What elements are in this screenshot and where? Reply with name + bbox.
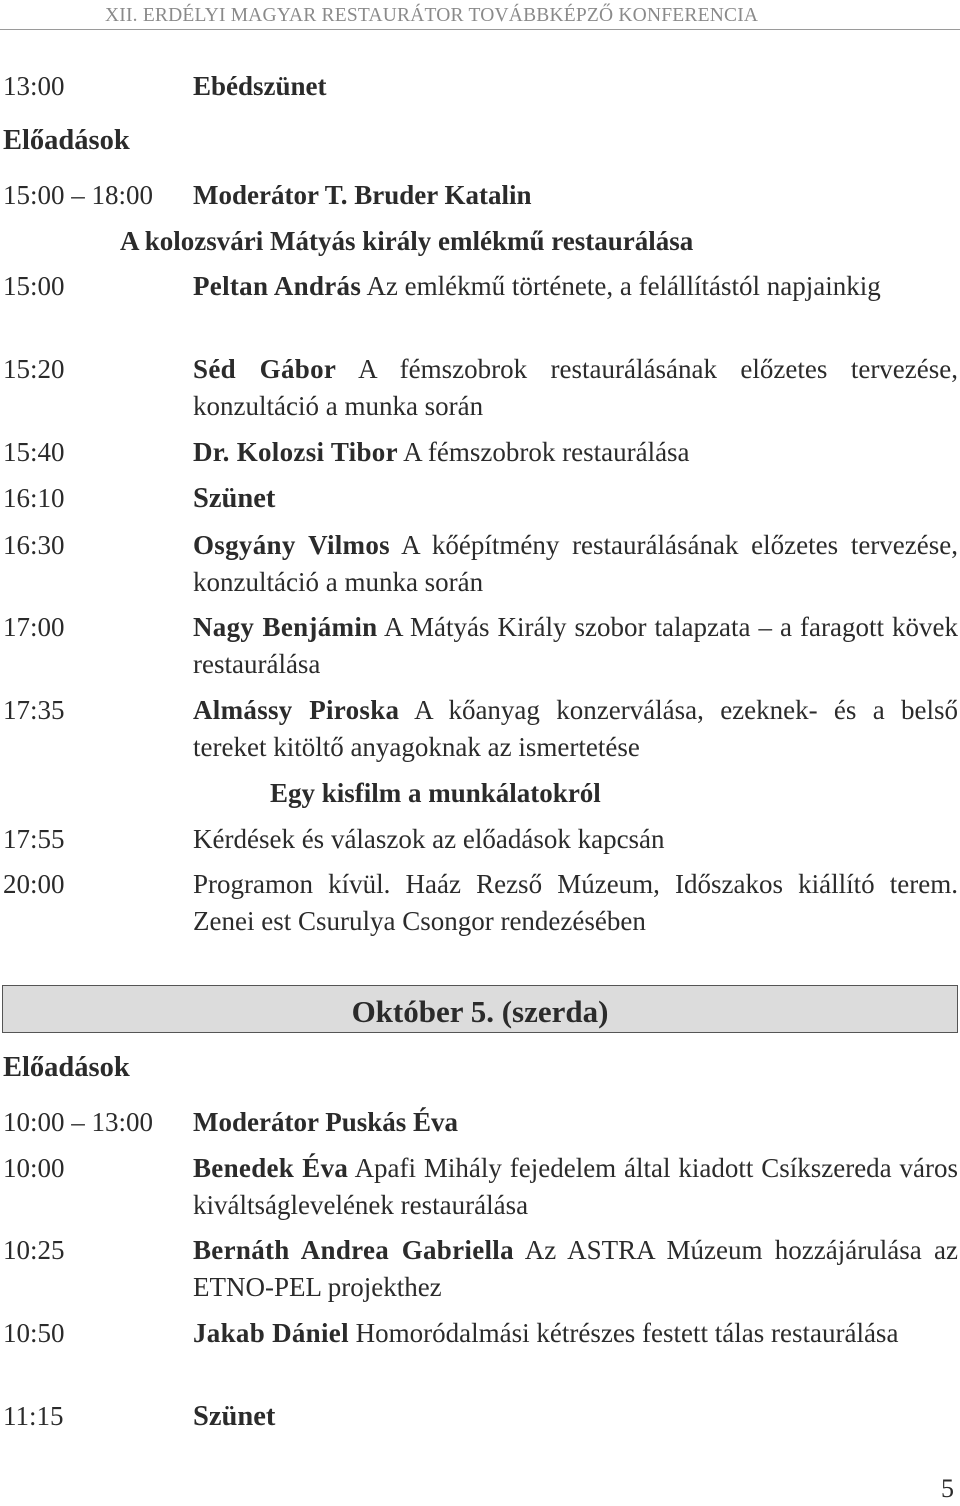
lunch-label: Ebédszünet bbox=[193, 71, 327, 101]
speaker-name: Osgyány Vilmos bbox=[193, 530, 390, 560]
speaker-name: Almássy Piroska bbox=[193, 695, 400, 725]
talk-entry bbox=[193, 351, 958, 425]
section-label: Előadások bbox=[3, 125, 130, 156]
section-label: Előadások bbox=[3, 1052, 130, 1083]
speaker-name: Nagy Benjámin bbox=[193, 612, 378, 642]
talk-entry bbox=[193, 609, 958, 683]
day-header-label: Október 5. (szerda) bbox=[351, 994, 609, 1029]
running-header-text: XII. ERDÉLYI MAGYAR RESTAURÁTOR TOVÁBBKÉPZŐ KONFERENCIA bbox=[105, 5, 759, 26]
running-header bbox=[0, 0, 960, 30]
talk-entry bbox=[193, 434, 958, 471]
moderator-text: Moderátor Puskás Éva bbox=[193, 1107, 459, 1137]
page-number: 5 bbox=[941, 1474, 954, 1503]
break-label: Szünet bbox=[193, 483, 276, 514]
talk-title: A kőanyag konzerválása, ezeknek- és a belső tereket kitöltő anyagoknak az ismertetése bbox=[193, 695, 958, 762]
time-label: 13:00 bbox=[3, 71, 65, 101]
talk-entry bbox=[193, 1315, 958, 1352]
time-label: 10:00 – 13:00 bbox=[3, 1107, 154, 1137]
speaker-name: Dr. Kolozsi Tibor bbox=[193, 437, 398, 467]
time-label: 16:10 bbox=[3, 483, 65, 513]
talk-entry bbox=[193, 692, 958, 766]
talk-title: Az emlékmű története, a felállítástól napjainkig bbox=[366, 271, 881, 301]
speaker-name: Peltan András bbox=[193, 271, 362, 301]
evening-text: Programon kívül. Haáz Rezső Múzeum, Időszakos kiállító terem. Zenei est Csurulya Csongor rendezésében bbox=[193, 869, 958, 936]
talk-title: Apafi Mihály fejedelem által kiadott Csíkszereda város kiváltságlevelének restaurálása bbox=[193, 1153, 959, 1220]
talk-title: Az ASTRA Múzeum hozzájárulása az ETNO-PEL projekthez bbox=[193, 1235, 958, 1302]
time-label: 17:55 bbox=[3, 824, 65, 854]
talk-entry bbox=[193, 1150, 958, 1224]
time-label: 11:15 bbox=[3, 1401, 64, 1431]
break-label: Szünet bbox=[193, 1401, 276, 1432]
time-label: 15:40 bbox=[3, 437, 65, 467]
day-header-bar bbox=[2, 985, 958, 1033]
time-label: 17:00 bbox=[3, 612, 65, 642]
speaker-name: Séd Gábor bbox=[193, 354, 337, 384]
moderator-text: Moderátor T. Bruder Katalin bbox=[193, 180, 532, 210]
time-label: 10:25 bbox=[3, 1235, 65, 1265]
talk-title: A fémszobrok restaurálásának előzetes tervezése, konzultáció a munka során bbox=[193, 354, 959, 421]
time-label: 15:00 bbox=[3, 271, 65, 301]
time-label: 10:50 bbox=[3, 1318, 65, 1348]
time-label: 15:20 bbox=[3, 354, 65, 384]
speaker-name: Jakab Dániel bbox=[193, 1318, 349, 1348]
talk-entry bbox=[193, 268, 958, 305]
time-label: 16:30 bbox=[3, 530, 65, 560]
time-label: 17:35 bbox=[3, 695, 65, 725]
time-label: 15:00 – 18:00 bbox=[3, 180, 154, 210]
talk-entry bbox=[193, 527, 958, 601]
time-label: 20:00 bbox=[3, 869, 65, 899]
talk-entry bbox=[193, 1232, 958, 1306]
qa-text: Kérdések és válaszok az előadások kapcsán bbox=[193, 824, 665, 854]
talk-title: A Mátyás Király szobor talapzata – a faragott kövek restaurálása bbox=[193, 612, 958, 679]
speaker-name: Benedek Éva bbox=[193, 1153, 349, 1183]
block-title: A kolozsvári Mátyás király emlékmű restaurálása bbox=[120, 226, 694, 256]
talk-title: A kőépítmény restaurálásának előzetes tervezése, konzultáció a munka során bbox=[193, 530, 958, 597]
talk-title: A fémszobrok restaurálása bbox=[403, 437, 690, 467]
speaker-name: Bernáth Andrea Gabriella bbox=[193, 1235, 514, 1265]
time-label: 10:00 bbox=[3, 1153, 65, 1183]
film-title: Egy kisfilm a munkálatokról bbox=[270, 778, 601, 808]
talk-title: Homoródalmási kétrészes festett tálas restaurálása bbox=[355, 1318, 899, 1348]
